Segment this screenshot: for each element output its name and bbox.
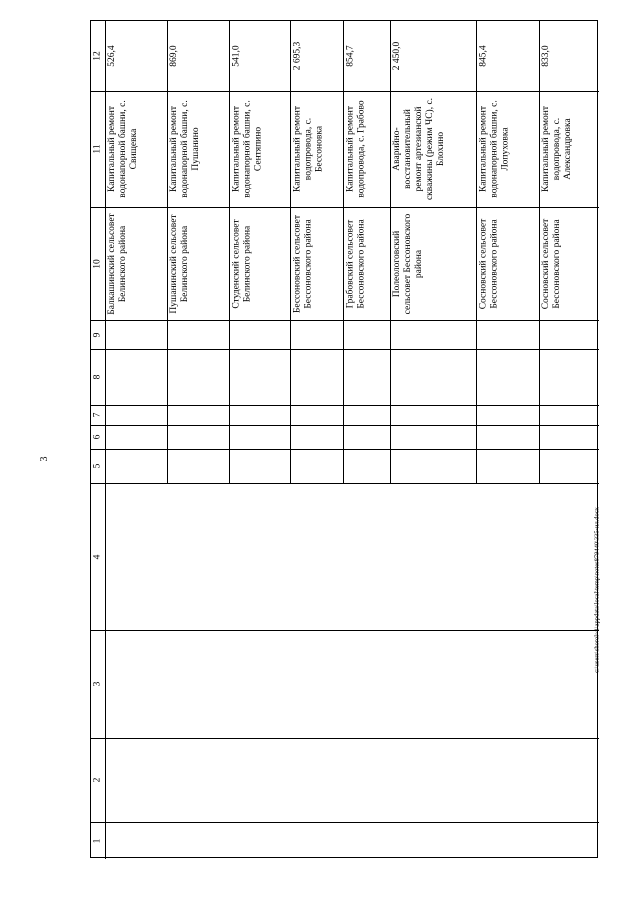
column-number xyxy=(91,207,105,320)
column-number-label: 6 xyxy=(92,434,103,440)
cell-text-col10: Сосновский сельсовет Бессоновского района xyxy=(478,218,499,309)
column-number xyxy=(91,21,105,91)
cell-text-col11: Капитальный ремонт водонапорной башни, с. Пушанино xyxy=(169,100,201,198)
cell-text-col10: Пушанинский сельсовет Белинского района xyxy=(169,213,190,314)
footer-file-path-text: c:\users\shorol~1\appdata\local\temp\notes879440\335-ил.docx xyxy=(593,507,601,673)
cell-text-col11: Капитальный ремонт водонапорной башни, с. Свищевка xyxy=(107,100,139,198)
table-cell-col11 xyxy=(343,91,390,207)
cell-text-col12: 526,4 xyxy=(107,45,117,67)
column-number xyxy=(91,425,105,449)
column-number-label: 7 xyxy=(92,412,103,418)
cell-text-col12: 541,0 xyxy=(231,45,241,67)
cell-text-col11: Капитальный ремонт водопровода, с. Александровка xyxy=(541,106,573,193)
column-number-label: 5 xyxy=(92,463,103,469)
table-cell-col12 xyxy=(229,21,290,91)
cell-text-col11: Аварийно-восстановительный ремонт артезианской скважины (режим ЧС), с. Блохино xyxy=(392,97,446,201)
table-cell-col12 xyxy=(476,21,539,91)
cell-text-col10: Сосновский сельсовет Бессоновского района xyxy=(541,218,562,309)
cell-text-col10: Полеологовский сельсовет Бессоновского района xyxy=(392,213,424,314)
cell-text-col11: Капитальный ремонт водопровода, с. Грабово xyxy=(345,100,366,198)
table-cell-col12 xyxy=(167,21,229,91)
table-cell-col10 xyxy=(290,207,343,320)
column-number-label: 12 xyxy=(92,51,103,61)
table-cell-col11 xyxy=(229,91,290,207)
column-number xyxy=(91,630,105,738)
cell-text-col10: Студенский сельсовет Белинского района xyxy=(231,218,252,309)
column-number-label: 2 xyxy=(92,777,103,783)
column-separator xyxy=(91,483,599,484)
column-number-label: 1 xyxy=(92,838,103,843)
cell-text-col10: Бессоновский сельсовет Бессоновского района xyxy=(292,214,313,313)
table-cell-col12 xyxy=(390,21,476,91)
table-cell-col12 xyxy=(290,21,343,91)
column-number xyxy=(91,449,105,483)
table-cell-col12 xyxy=(343,21,390,91)
cell-text-col11: Капитальный ремонт водонапорной башни, с. Лопуховка xyxy=(478,100,510,198)
cell-text-col12: 2 450,0 xyxy=(392,41,402,71)
column-number-label: 9 xyxy=(92,332,103,337)
column-separator xyxy=(91,822,599,823)
table-cell-col10 xyxy=(343,207,390,320)
column-number-label: 4 xyxy=(92,554,103,559)
table-cell-col11 xyxy=(390,91,476,207)
footer-file-path xyxy=(593,507,607,673)
cell-text-col10: Грабовский сельсовет Бессоновского района xyxy=(345,218,366,309)
table-cell-col12 xyxy=(539,21,599,91)
cell-text-col10: Балкашинский сельсовет Белинского района xyxy=(107,212,128,315)
table-cell-col11 xyxy=(476,91,539,207)
table-cell-col11 xyxy=(290,91,343,207)
table-cell-col11 xyxy=(539,91,599,207)
cell-text-col12: 2 695,3 xyxy=(292,41,302,71)
cell-text-col11: Капитальный ремонт водопровода, с. Бессоновка xyxy=(292,106,324,193)
column-separator xyxy=(91,738,599,739)
column-number-label: 8 xyxy=(92,374,103,380)
column-number xyxy=(91,738,105,822)
rotated-data-table xyxy=(90,20,598,858)
column-number xyxy=(91,405,105,425)
column-number-label: 11 xyxy=(92,144,103,154)
column-number xyxy=(91,320,105,349)
page-number: 3 xyxy=(39,456,50,462)
cell-text-col12: 869,0 xyxy=(169,45,179,67)
column-number xyxy=(91,822,105,859)
table-cell-col12 xyxy=(105,21,167,91)
column-number-label: 3 xyxy=(92,681,103,687)
column-number xyxy=(91,91,105,207)
table-cell-col11 xyxy=(105,91,167,207)
column-number xyxy=(91,483,105,630)
cell-text-col11: Капитальный ремонт водонапорной башни, с. Сентяпино xyxy=(231,100,263,198)
column-number xyxy=(91,349,105,405)
table-cell-col10 xyxy=(476,207,539,320)
table-cell-col11 xyxy=(167,91,229,207)
table-cell-col10 xyxy=(167,207,229,320)
table-cell-col10 xyxy=(229,207,290,320)
column-separator xyxy=(91,630,599,631)
table-cell-col10 xyxy=(390,207,476,320)
table-cell-col10 xyxy=(539,207,599,320)
column-number-label: 10 xyxy=(92,258,103,269)
cell-text-col12: 833,0 xyxy=(541,45,551,67)
cell-text-col12: 845,4 xyxy=(478,45,488,67)
table-cell-col10 xyxy=(105,207,167,320)
cell-text-col12: 854,7 xyxy=(345,45,355,67)
